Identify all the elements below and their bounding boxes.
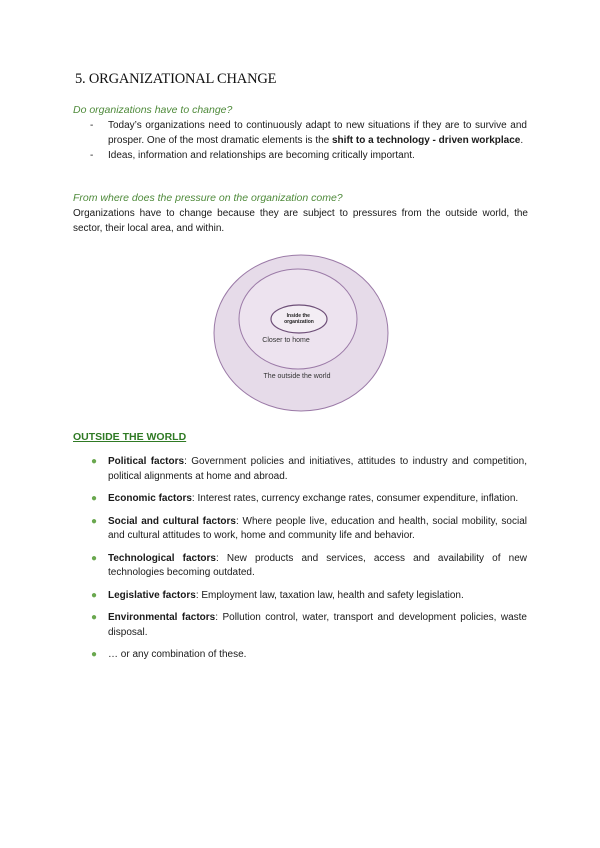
bullet-icon: ● xyxy=(91,493,98,504)
inner-label: Inside the organization xyxy=(284,313,314,325)
bullet-icon: ● xyxy=(91,589,98,601)
list-item: ● … or any combination of these. xyxy=(90,648,527,663)
bullet-icon: ● xyxy=(91,515,98,527)
outer-label: The outside the world xyxy=(263,373,331,380)
middle-label: Closer to home xyxy=(262,337,310,344)
list-item: ● Environmental factors: Pollution control, water, transport and development policies, waste disposal. xyxy=(91,612,527,638)
list-item: - Today’s organizations need to continuously adapt to new situations if they are to survive and prosper. One of the most dramatic elements is the shift to a technology - driven workplace. xyxy=(90,120,527,146)
dash-marker: - xyxy=(90,120,94,131)
bullet-icon: ● xyxy=(91,552,98,564)
factors-list xyxy=(90,455,527,671)
question-change: Do organizations have to change? xyxy=(73,104,233,116)
list-item: ● Technological factors: New products and services, access and availability of new technologies becoming outdated. xyxy=(91,552,527,578)
list-item: ● Social and cultural factors: Where people live, education and health, social mobility, social and cultural attitudes to work, home and community life and behavior. xyxy=(91,515,527,541)
bullet-icon: ● xyxy=(91,612,98,623)
bullet-icon: ● xyxy=(91,456,98,467)
page-title: 5. ORGANIZATIONAL CHANGE xyxy=(75,71,277,87)
pressure-circles-diagram xyxy=(213,254,389,412)
list-item: - Ideas, information and relationships are becoming critically important. xyxy=(90,149,527,164)
pressure-paragraph: Organizations have to change because they are subject to pressures from the outside world, the sector, their local area, and within. xyxy=(73,208,528,234)
bullet-icon: ● xyxy=(91,649,98,660)
dash-marker: - xyxy=(90,150,94,161)
list-item: ● Legislative factors: Employment law, taxation law, health and safety legislation. xyxy=(90,589,527,604)
list-item: ● Economic factors: Interest rates, currency exchange rates, consumer expenditure, inflation. xyxy=(90,492,527,507)
section-heading: OUTSIDE THE WORLD xyxy=(73,431,187,443)
list-item: ● Political factors: Government policies and initiatives, attitudes to industry and competition, political alignments at home and abroad. xyxy=(91,456,527,482)
change-dash-list xyxy=(90,119,527,165)
question-pressure: From where does the pressure on the organization come? xyxy=(73,192,343,204)
